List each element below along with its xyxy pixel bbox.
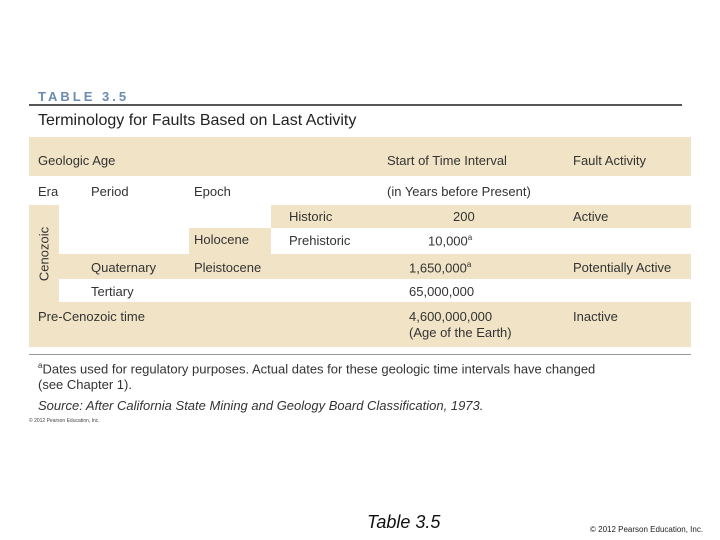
historic-label: Historic <box>289 209 333 224</box>
pre-cenozoic-start: 4,600,000,000 <box>409 309 493 324</box>
header-years-before: (in Years before Present) <box>387 184 531 199</box>
holocene-start: 10,000$^a$ <box>428 233 473 249</box>
holocene-epoch: Holocene <box>194 232 249 247</box>
small-copyright: © 2012 Pearson Education, Inc. <box>29 418 100 424</box>
table-label: TABLE 3.5 <box>38 89 130 104</box>
header-epoch: Epoch <box>194 184 231 199</box>
pre-cenozoic-activity: Inactive <box>573 309 618 324</box>
quaternary-period: Quaternary <box>91 260 157 275</box>
era-cenozoic-label: Cenozoic <box>36 226 52 282</box>
header-fault-activity: Fault Activity <box>573 153 646 168</box>
pre-cenozoic-start-note: (Age of the Earth) <box>409 325 512 340</box>
tertiary-period: Tertiary <box>91 284 134 299</box>
source-note: Source: After California State Mining and Geology Board Classification, 1973. <box>38 398 484 413</box>
pleistocene-start: 1,650,000$^a$ <box>409 260 472 276</box>
pre-cenozoic-era: Pre-Cenozoic time <box>38 309 145 324</box>
footnote-line1: $^a$Dates used for regulatory purposes. Actual dates for these geologic time intervals have changed <box>38 361 596 377</box>
pleistocene-activity: Potentially Active <box>573 260 672 275</box>
blank-cell <box>59 205 189 228</box>
pleistocene-epoch: Pleistocene <box>194 260 262 275</box>
top-rule <box>29 104 682 106</box>
header-start-interval: Start of Time Interval <box>387 153 507 168</box>
header-geologic-age: Geologic Age <box>38 153 116 168</box>
slide-caption: Table 3.5 <box>367 512 441 532</box>
slide-copyright: © 2012 Pearson Education, Inc. <box>590 525 704 534</box>
prehistoric-label: Prehistoric <box>289 233 351 248</box>
historic-start: 200 <box>453 209 475 224</box>
header-era: Era <box>38 184 59 199</box>
bottom-rule <box>29 354 691 355</box>
blank-cell <box>189 205 271 228</box>
header-period: Period <box>91 184 129 199</box>
historic-activity: Active <box>573 209 609 224</box>
tertiary-start: 65,000,000 <box>409 284 475 299</box>
table-title: Terminology for Faults Based on Last Activity <box>38 112 357 129</box>
footnote-line2: (see Chapter 1). <box>38 377 132 392</box>
